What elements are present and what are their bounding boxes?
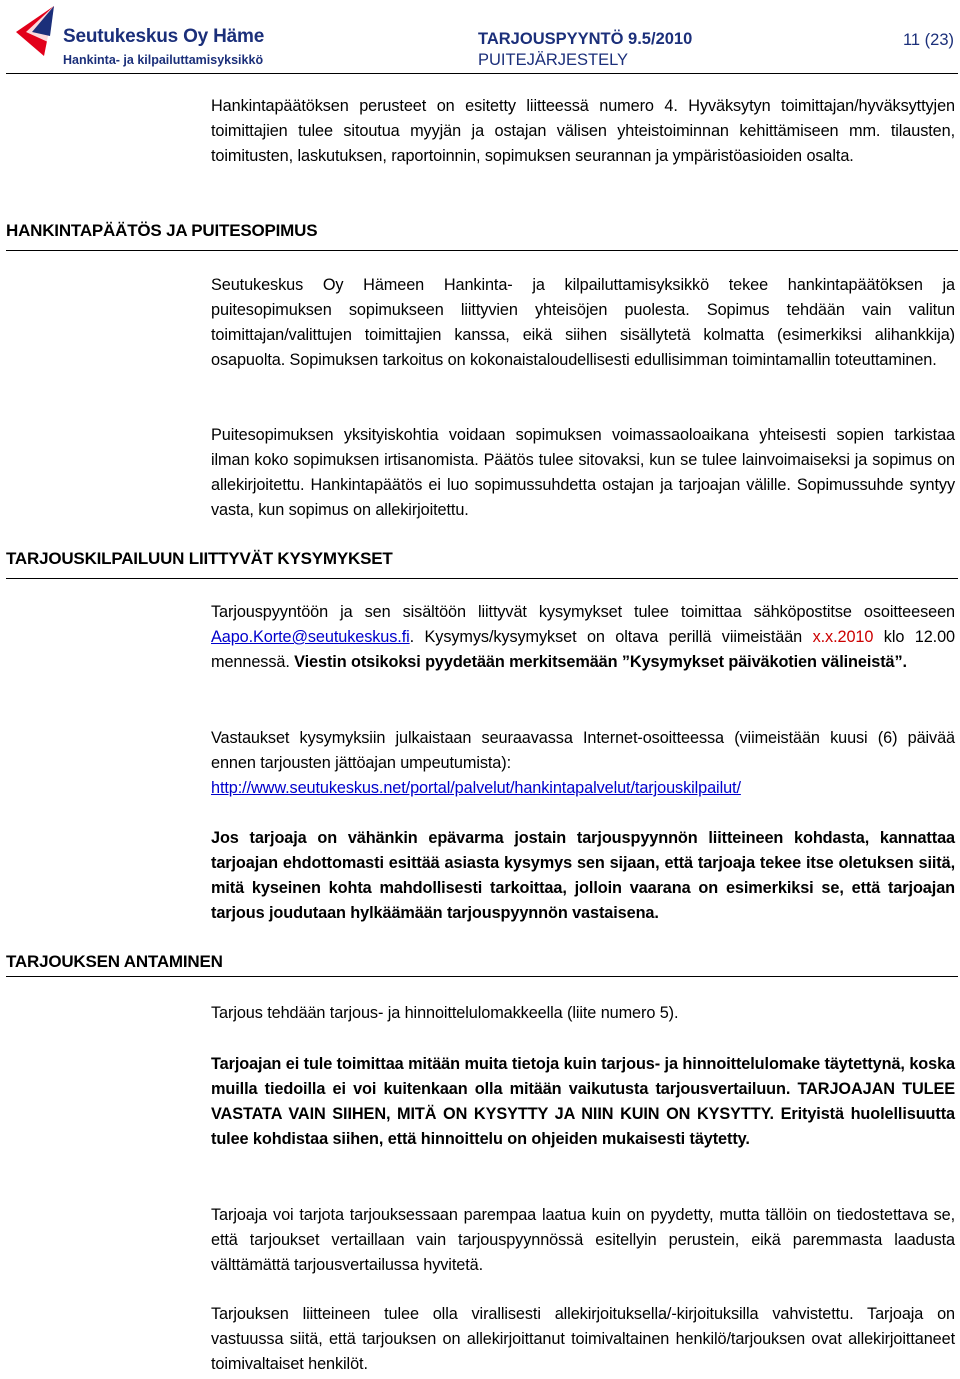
- org-name: Seutukeskus Oy Häme: [63, 26, 265, 47]
- section2-paragraph-3: Jos tarjoaja on vähänkin epävarma jostain tarjouspyynnön liitteineen kohdasta, kannattaa tarjoajan ehdottomasti esittää asiasta kysymys sen sijaan, että tarjoaja tekee itse oletuksen siitä, mitä kyseinen kohta mahdollisesti tarkoittaa, jolloin vaarana on esimerkiksi se, että tarjoajan tarjous joudutaan hylkäämään tarjouspyynnön vastaisena.: [211, 829, 955, 922]
- subject-instruction: Viestin otsikoksi pyydetään merkitsemään ”Kysymykset päiväkotien välineistä”.: [294, 653, 907, 671]
- document-title: TARJOUSPYYNTÖ 9.5/2010: [478, 30, 693, 48]
- section3-paragraph-4: Tarjouksen liitteineen tulee olla virallisesti allekirjoituksella/-kirjoituksilla vahvistettu. Tarjoaja on vastuussa siitä, että tarjouksen on allekirjoittanut toimivaltainen henkilö/tarjouksen ovat allekirjoittaneet toimivaltaiset henkilöt.: [211, 1305, 955, 1373]
- seutukeskus-logo-icon: [14, 2, 60, 60]
- section-divider: [6, 976, 958, 977]
- section1-paragraph-2: Puitesopimuksen yksityiskohtia voidaan sopimuksen voimassaoloaikana yhteisesti sopien tarkistaa ilman koko sopimuksen irtisanomista. Päätös tulee sitovaksi, kun se tulee lainvoimaiseksi ja sopimus on allekirjoitettu. Hankintapäätös ei luo sopimussuhdetta ostajan ja tarjoajan välille. Sopimussuhde syntyy vasta, kun sopimus on allekirjoitettu.: [211, 426, 955, 519]
- section-divider: [6, 578, 958, 579]
- section1-paragraph-1: Seutukeskus Oy Hämeen Hankinta- ja kilpailuttamisyksikkö tekee hankintapäätöksen ja puitesopimuksen sopimukseen liittyvien yhteisöjen puolesta. Sopimus tehdään vain valitun toimittajan/valittujen toimittajien kanssa, eikä siihen sisällytetä kolmatta (esimerkiksi alihankkija) osapuolta. Sopimuksen tarkoitus on kokonaistaloudellisesti edullisimman toimintamallin toteuttaminen.: [211, 276, 955, 369]
- section3-paragraph-2: Tarjoajan ei tule toimittaa mitään muita tietoja kuin tarjous- ja hinnoittelulomake täytettynä, koska muilla tiedoilla ei voi kuitenkaan olla mitään vaikutusta tarjousvertailuun. TARJOAJAN TULEE VASTATA VAIN SIIHEN, MITÄ ON KYSYTTY JA NIIN KUIN ON KYSYTTY. Erityistä huolellisuutta tulee kohdistaa siihen, että hinnoittelu on ohjeiden mukaisesti täytetty.: [211, 1055, 955, 1148]
- contact-email-link[interactable]: Aapo.Korte@seutukeskus.fi: [211, 628, 410, 646]
- org-subtitle: Hankinta- ja kilpailuttamisyksikkö: [63, 53, 264, 67]
- section-heading-hankintapaatos: HANKINTAPÄÄTÖS JA PUITESOPIMUS: [6, 221, 318, 240]
- answers-url-link[interactable]: http://www.seutukeskus.net/portal/palvelut/hankintapalvelut/tarjouskilpailut/: [211, 779, 741, 797]
- section-divider: [6, 250, 958, 251]
- section2-paragraph-1: [211, 600, 955, 675]
- deadline-date: x.x.2010: [812, 628, 874, 646]
- intro-paragraph: Hankintapäätöksen perusteet on esitetty liitteessä numero 4. Hyväksytyn toimittajan/hyväksyttyjen toimittajien tulee sitoutua myyjän ja ostajan välisen yhteistoiminnan kehittämiseen mm. tilausten, toimitusten, laskutuksen, raportoinnin, sopimuksen seurannan ja ympäristöasioiden osalta.: [211, 97, 955, 165]
- page-number: 11 (23): [902, 31, 954, 49]
- text-span: Vastaukset kysymyksiin julkaistaan seuraavassa Internet-osoitteessa (viimeistään kuusi (6) päivää ennen tarjousten jättöajan umpeutumista):: [211, 729, 955, 772]
- document-subtitle: PUITEJÄRJESTELY: [478, 51, 629, 69]
- text-span: Tarjouspyyntöön ja sen sisältöön liittyvät kysymykset tulee toimittaa sähköpostitse osoitteeseen: [211, 603, 955, 621]
- header-divider: [6, 73, 958, 74]
- section2-paragraph-2: [211, 726, 955, 801]
- section3-paragraph-1: Tarjous tehdään tarjous- ja hinnoittelulomakkeella (liite numero 5).: [211, 1004, 679, 1022]
- text-span: klo 12.00 mennessä.: [211, 628, 955, 671]
- section-heading-kysymykset: TARJOUSKILPAILUUN LIITTYVÄT KYSYMYKSET: [6, 549, 393, 568]
- section3-paragraph-3: Tarjoaja voi tarjota tarjouksessaan parempaa laatua kuin on pyydetty, mutta tällöin on tiedostettava se, että tarjoukset vertaillaan vain tarjouspyynnössä esitellyin perustein, eikä paremmasta laadusta välttämättä tarjousvertailussa hyvitetä.: [211, 1206, 955, 1274]
- section-heading-tarjouksen-antaminen: TARJOUKSEN ANTAMINEN: [6, 952, 223, 971]
- text-span: . Kysymys/kysymykset on oltava perillä viimeistään: [409, 628, 813, 646]
